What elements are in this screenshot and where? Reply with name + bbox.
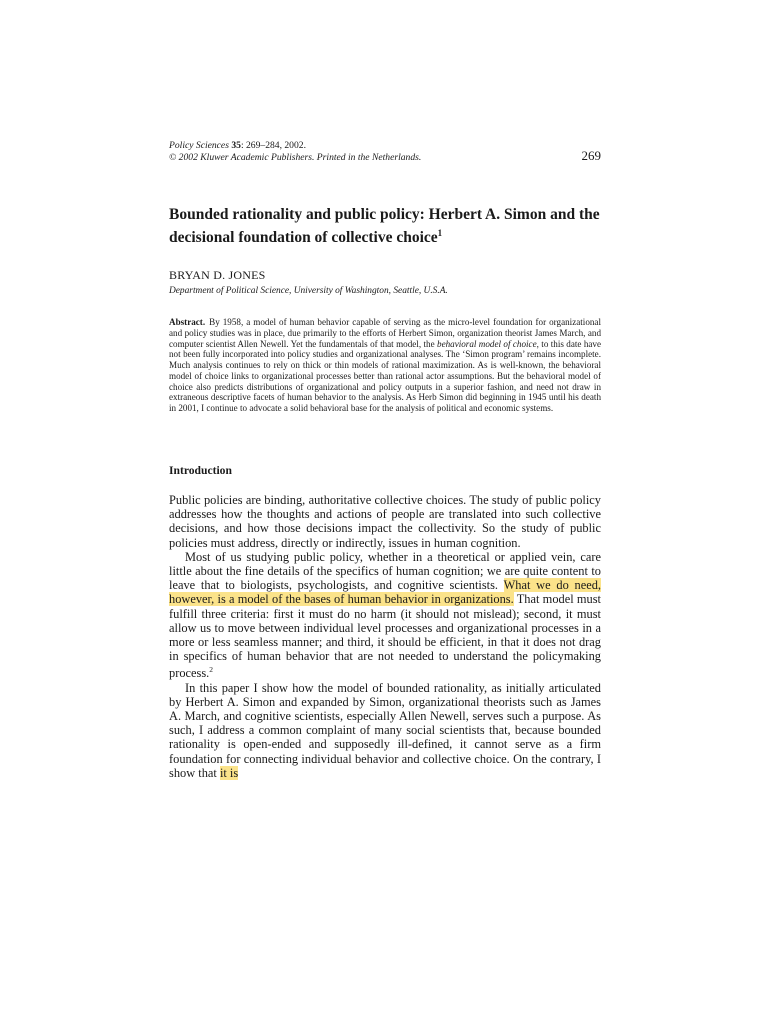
citation-line — [169, 140, 601, 152]
highlighted-text-1[interactable]: What we do need, however, is a model of the bases of human behavior in organizations. — [169, 578, 602, 607]
paragraph-2-text-1: Most of us studying public policy, whether in a theoretical or applied vein, care little about the fine details of the specifics of human cognition; we are quite content to leave that to biologists, psychologists, and cognitive scientists. — [169, 549, 601, 593]
paragraph-3-text: In this paper I show how the model of bounded rationality, as initially articulated by Herbert A. Simon and expanded by Simon, organizational theorists such as James A. March, and cognitive scientists, especially Allen Newell, serves such a purpose. As such, I address a common complaint of many social scientists that, because bounded rationality is open-ended and supposedly ill-defined, it cannot serve as a firm foundation for connecting individual behavior and collective choice. On the contrary, I show that — [169, 680, 601, 780]
section-body — [169, 493, 601, 780]
title-footnote-marker[interactable]: 1 — [437, 228, 443, 238]
paragraph-2-text-2: That model must fulfill three criteria: first it must do no harm (it should not mislead); second, it must allow us to move between individual level processes and organizational processes in a more or less seamless manner; and third, it should be efficient, in that it does not drag in specifics of human behavior that are not needed to understand the policymaking process. — [169, 592, 602, 681]
author-name: BRYAN D. JONES — [169, 268, 266, 283]
article-title — [169, 205, 601, 247]
highlighted-text-2[interactable]: it is — [219, 765, 239, 780]
author-affiliation: Department of Political Science, University of Washington, Seattle, U.S.A. — [169, 286, 448, 297]
abstract-italic-term: behavioral model of choice — [437, 338, 537, 349]
abstract-text-2: , to this date have not been fully incorporated into policy studies and organizational analyses. The ‘Simon program’ remains incomplete. Much analysis continues to rely on thick or thin models of rational maximization. As is well-known, the behavioral model of choice links to organizational processes better than rational actor assumptions. But the behavioral model of choice also predicts distributions of organizational and policy outputs in a superior fashion, and need not draw in extraneous descriptive facets of human behavior to the analysis. As Herb Simon did beginning in 1945 until his death in 2001, I continue to advocate a solid behavioral base for the analysis of political and economic systems. — [169, 338, 601, 414]
page-number: 269 — [581, 148, 601, 163]
section-heading: Introduction — [169, 463, 232, 477]
volume-number: 35 — [231, 140, 241, 151]
paragraph-3 — [169, 681, 601, 780]
footnote-marker-2[interactable]: 2 — [209, 665, 214, 675]
paper-page — [169, 140, 601, 780]
abstract-label: Abstract. — [169, 317, 206, 328]
abstract-text-1: By 1958, a model of human behavior capable of serving as the micro-level foundation for organizational and policy studies was in place, due primarily to the efforts of Herbert Simon, organization theorist James March, and computer scientist Allen Newell. Yet the fundamentals of that model, the — [169, 317, 601, 349]
journal-name: Policy Sciences — [169, 140, 229, 151]
copyright-line: © 2002 Kluwer Academic Publishers. Printed in the Netherlands. — [169, 151, 422, 163]
abstract — [169, 317, 601, 414]
page-range: : 269–284, 2002. — [240, 140, 306, 151]
title-text: Bounded rationality and public policy: Herbert A. Simon and the decisional foundation of collective choice — [169, 206, 600, 247]
paragraph-2 — [169, 550, 601, 681]
running-header — [169, 140, 601, 163]
paragraph-1: Public policies are binding, authoritative collective choices. The study of public policy addresses how the thoughts and actions of people are translated into such collective decisions, and how those decisions impact the collectivity. So the study of public policies must address, directly or indirectly, issues in human cognition. — [169, 492, 601, 550]
